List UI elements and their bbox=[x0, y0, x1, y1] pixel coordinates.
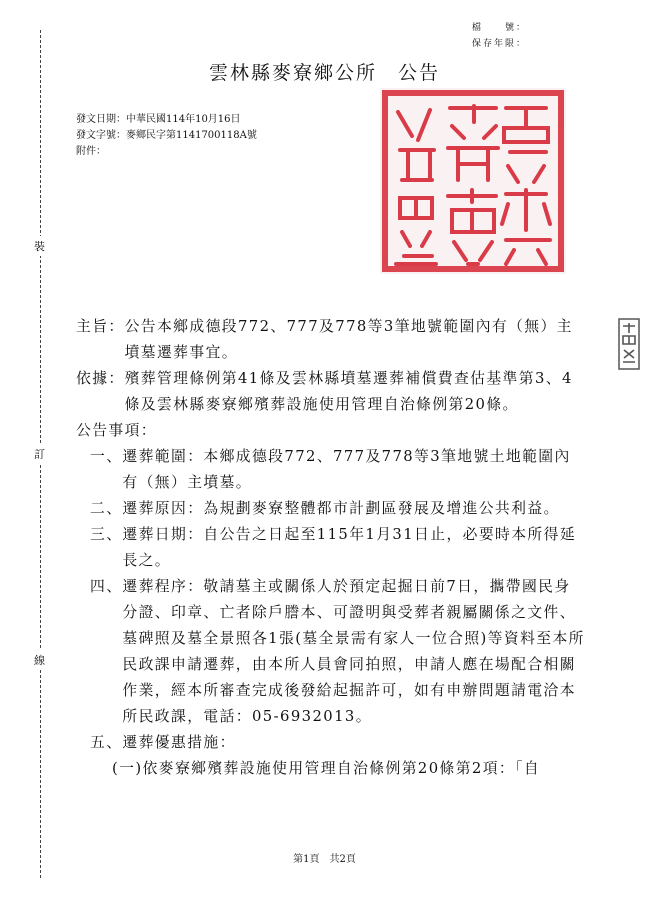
item-number: 三、 bbox=[90, 526, 123, 543]
basis-row bbox=[76, 366, 586, 418]
page-title: 雲林縣麥寮鄉公所 公告 bbox=[208, 62, 440, 84]
subject-label: 主旨： bbox=[76, 318, 125, 335]
file-number-label: 檔 號： bbox=[471, 23, 527, 33]
notice-item-5 bbox=[76, 730, 586, 756]
notice-item-1 bbox=[76, 444, 586, 496]
attachment-label: 附件： bbox=[76, 146, 106, 157]
item-number: 二、 bbox=[90, 500, 123, 517]
notice-items-label: 公告事項： bbox=[76, 422, 157, 439]
binding-mark-ding: 訂 bbox=[34, 444, 45, 464]
notice-item-4 bbox=[76, 574, 586, 730]
subject-text: 公告本鄉成德段772、777及778等3筆地號範圍內有（無）主墳墓遷葬事宜。 bbox=[124, 318, 573, 361]
notice-item-2 bbox=[76, 496, 586, 522]
item-text: 遷葬優惠措施： bbox=[122, 734, 236, 751]
document-number: 發文字號：麥鄉民字第1141700118A號 bbox=[76, 130, 257, 141]
official-seal bbox=[378, 86, 568, 276]
binding-mark-zhuang: 裝 bbox=[34, 236, 45, 256]
item-number: 四、 bbox=[90, 578, 123, 595]
notice-item-3 bbox=[76, 522, 586, 574]
issue-date: 發文日期：中華民國114年10月16日 bbox=[76, 114, 241, 125]
item-number: 一、 bbox=[90, 448, 123, 465]
basis-text: 殯葬管理條例第41條及雲林縣墳墓遷葬補償費查估基準第3、4條及雲林縣麥寮鄉殯葬設施使用管理自治條例第20條。 bbox=[124, 370, 573, 413]
sub-item-text: 依麥寮鄉殯葬設施使用管理自治條例第20條第2項：「自 bbox=[142, 760, 541, 777]
item-number: 五、 bbox=[90, 734, 123, 751]
subject-row bbox=[76, 314, 586, 366]
sub-item-1 bbox=[76, 756, 586, 782]
page-number: 第1頁 共2頁 bbox=[293, 854, 356, 865]
item-text: 遷葬範圍：本鄉成德段772、777及778等3筆地號土地範圍內有（無）主墳墓。 bbox=[122, 448, 571, 491]
seam-stamp bbox=[618, 318, 640, 370]
notice-body bbox=[76, 314, 586, 782]
binding-mark-xian: 線 bbox=[34, 650, 45, 670]
item-text: 遷葬程序：敬請墓主或關係人於預定起掘日前7日，攜帶國民身分證、印章、亡者除戶謄本、可證明與受葬者親屬關係之文件、墓碑照及墓全景照各1張(墓全景需有家人一位合照)等資料至本所民政課申請遷葬，由本所人員會同拍照，申請人應在場配合相關作業，經本所審查完成後發給起掘許可，如有申辦問題請電洽本所民政課，電話：05-6932013。 bbox=[122, 578, 585, 725]
item-text: 遷葬日期：自公告之日起至115年1月31日止，必要時本所得延長之。 bbox=[122, 526, 577, 569]
item-text: 遷葬原因：為規劃麥寮整體都市計劃區發展及增進公共利益。 bbox=[122, 500, 560, 517]
retention-period-label: 保存年限： bbox=[471, 39, 527, 49]
basis-label: 依據： bbox=[76, 370, 125, 387]
sub-item-number: (一) bbox=[112, 760, 143, 777]
